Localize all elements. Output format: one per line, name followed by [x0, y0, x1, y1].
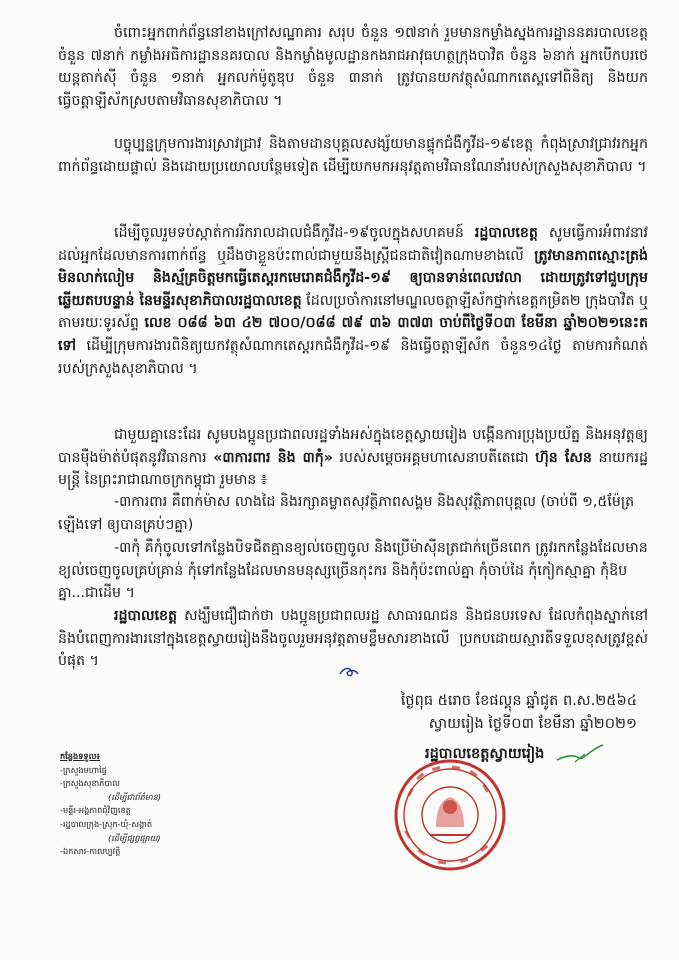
- paragraph-3-e: ដែលប្រចាំការនៅមណ្ឌលចត្តាឡីស័កថ្នាក់ខេត្តកម្រិត២ ក្រុងបាវិត ឬតាមរយៈទូរស័ព្ទ: [58, 292, 649, 332]
- recipient-1: -ក្រសួងមហាផ្ទៃ: [60, 764, 107, 775]
- paragraph-3-bold-2: ត្រូវមានភាពស្មោះត្រង់ មិនលាក់លៀម និងស្ម័គ្រចិត្តមកធ្វើតេស្តរកមេរោគជំងឺកូវីដ-១៩ ឲ្យបានទាន់ពេលវេលា ដោយត្រូវទៅជួបក្រុមឆ្លើយតបបន្ទាន់ នៃមន្ទីរសុខាភិបាលរដ្ឋបាលខេត្ត: [58, 247, 648, 309]
- lunar-date: ថ្ងៃពុធ ៥រោច ខែផល្គុន ឆ្នាំជូត ព.ស.២៥៦៤: [400, 693, 637, 709]
- paragraph-5-bold: រដ្ឋបាលខេត្ត: [114, 608, 178, 624]
- paragraph-4: [58, 424, 648, 492]
- paragraph-4-text: [58, 424, 648, 492]
- paragraph-3-bold-1: រដ្ឋបាលខេត្ត: [474, 225, 538, 241]
- paragraph-3-g: ដើម្បីក្រុមការងារពិនិត្យយកវត្ថុសំណាកតេស្តរកជំងឺកូវីដ-១៩ និងធ្វើចត្តាឡីស័ក ចំនួន១៤ថ្ងៃ តាមការកំណត់របស់ក្រសួងសុខាភិបាល ។: [58, 337, 648, 377]
- recipient-note-2: (ដើម្បីផ្សព្វផ្សាយ): [108, 832, 161, 843]
- paragraph-3-text: [58, 222, 648, 380]
- bullet-1: [58, 491, 648, 536]
- paragraph-5-rest: សង្ឃឹមជឿជាក់ថា បងប្អូនប្រជាពលរដ្ឋ សាធារណជន និងជនបរទេស ដែលកំពុងស្នាក់នៅ និងបំពេញការងារនៅក្នុងខេត្តស្វាយរៀងនឹងចូលរួមអនុវត្តតាមខ្លឹមសារខាងលើ ប្រកបដោយស្មារតីទទួលខុសត្រូវខ្ពស់បំផុត ។: [58, 608, 648, 670]
- bullet-1-text: -៣ការពារ គឺពាក់ម៉ាស លាងដៃ និងរក្សាគម្លាតសុវត្ថិភាពសង្គម និងសុវត្ថិភាពបុគ្គល (ចាប់ពី ១,៥ម៉ែត្រឡើងទៅ ឲ្យបានគ្រប់ៗគ្នា): [58, 494, 635, 533]
- end-mark-icon: [338, 665, 360, 679]
- paragraph-3-bold-3: លេខ ០៨៨ ៦៣ ៤២ ៧០០/០៨៨ ៧៩ ៣៦ ៣៧៣ ចាប់ពីថ្ងៃទី០៣ ខែមីនា ឆ្នាំ២០២១នេះតទៅ: [58, 315, 649, 354]
- signature-icon: [555, 742, 605, 766]
- paragraph-4-c: របស់សម្តេចអគ្គមហាសេនាបតីតេជោ: [332, 449, 536, 466]
- solar-date: ស្វាយរៀង ថ្ងៃទី០៣ ខែមីនា ឆ្នាំ២០២១: [428, 716, 637, 732]
- recipients-heading: កន្លែងទទួល៖: [60, 751, 100, 761]
- paragraph-3-c: សូមធ្វើការអំពាវនាវ ដល់អ្នកដែលមានការពាក់ព័ន្ធ ឬដឹងថាខ្លួនប៉ះពាល់ជាមួយនឹងស្ត្រីជនជាតិវៀតណាមខាងលើ: [58, 225, 648, 264]
- paragraph-5-text: [58, 605, 648, 673]
- official-seal-icon: [392, 757, 508, 873]
- bullet-2-text: -៣កុំ គឺកុំចូលទៅកន្លែងបិទជិតគ្មានខ្យល់ចេញចូល និងប្រើម៉ាស៊ីនត្រជាក់ច្រើនពេក ត្រូវរកកន្លែងដែលមានខ្យល់ចេញចូលគ្រប់គ្រាន់ កុំទៅកន្លែងដែលមានមនុស្សច្រើនកុះករ និងកុំប៉ះពាល់គ្នា កុំចាប់ដៃ កុំកៀកស្មាគ្នា កុំឱបគ្នា...ជាដើម ។: [58, 540, 648, 602]
- paragraph-4-bold-2: ហ៊ុន សែន: [535, 449, 592, 466]
- paragraph-1: [58, 22, 648, 112]
- recipient-2: -ក្រសួងសុខាភិបាល: [60, 778, 120, 789]
- paragraph-4-bold-1: «៣ការពារ និង ៣កុំ»: [213, 449, 333, 466]
- paragraph-5: [58, 605, 648, 673]
- bullet-2: [58, 537, 648, 605]
- paragraph-1-text: ចំពោះអ្នកពាក់ព័ន្ធនៅខាងក្រៅសណ្ឋាគារ សរុប ចំនួន ១៧នាក់ រួមមានកម្លាំងស្នងការដ្ឋាននគរបាលខេត្ត ចំនួន ៧នាក់ កម្លាំងអធិការដ្ឋាននគរបាល និងកម្លាំងមូលដ្ឋានកងរាជអាវុធហត្ថក្រុងបាវិត ចំនួន ៦នាក់ អ្នកបើកបរថេយន្តតាក់ស៊ី ចំនួន ១នាក់ អ្នកលក់ម៉ូតូឌុប ចំនួន ៣នាក់ ត្រូវបានយកវត្ថុសំណាកតេស្តទៅពិនិត្យ និងយកធ្វើចត្តាឡីស័កស្របតាមវិធានសុខាភិបាល ។: [58, 25, 648, 109]
- paragraph-4-a: ជាមួយគ្នានេះដែរ សូមបងប្អូនប្រជាពលរដ្ឋទាំងអស់ក្នុងខេត្តស្វាយរៀង បង្កើនការប្រុងប្រយ័ត្ន និងអនុវត្តឲ្យបានម៉ឺងម៉ាត់បំផុតនូវវិធានការ: [58, 427, 648, 466]
- recipient-3: -មន្ទីរ-អង្គភាពជុំវិញខេត្ត: [60, 805, 131, 816]
- paragraph-3-a: ដើម្បីចូលរួមទប់ស្កាត់ការរីករាលដាលជំងឺកូវីដ-១៩ចូលក្នុងសហគមន៍: [114, 225, 475, 241]
- recipient-note-1: (ដើម្បីជាព័ត៌មាន): [108, 791, 162, 802]
- recipients-block: [60, 750, 161, 859]
- paragraph-2-text: បច្ចុប្បន្នក្រុមការងារស្រាវជ្រាវ និងតាមដានបុគ្គលសង្ស័យមានផ្ទុកជំងឺកូវីដ-១៩ខេត្ត កំពុងស្រាវជ្រាវរកអ្នកពាក់ព័ន្ធដោយផ្ទាល់ និងដោយប្រយោលបន្ថែមទៀត ដើម្បីយកមកអនុវត្តតាមវិធានណែនាំរបស់ក្រសួងសុខាភិបាល ។: [58, 136, 648, 175]
- paragraph-3: [58, 222, 648, 380]
- signatory-title: រដ្ឋបាលខេត្តស្វាយរៀង: [425, 746, 545, 762]
- recipient-4: -រដ្ឋបាលក្រុង-ស្រុក-ឃុំ-សង្កាត់: [60, 818, 153, 829]
- paragraph-4-e: នាយករដ្ឋមន្ត្រី នៃព្រះរាជាណាចក្រកម្ពុជា រួមមាន ៖: [58, 449, 649, 489]
- paragraph-2: [58, 133, 648, 178]
- recipient-5: -ឯកសារ-កាលប្បវត្តិ: [60, 846, 121, 857]
